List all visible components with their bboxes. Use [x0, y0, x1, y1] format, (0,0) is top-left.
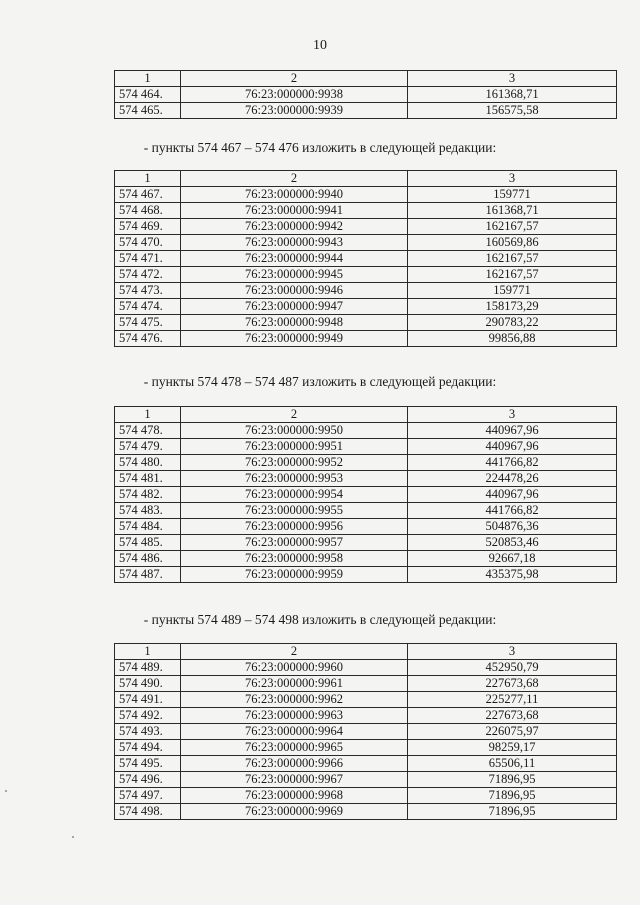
- cadastral-number: 76:23:000000:9941: [181, 203, 408, 219]
- section-caption-3: - пункты 574 478 – 574 487 изложить в следующей редакции:: [143, 374, 497, 389]
- cadastral-value: 71896,95: [408, 772, 617, 788]
- table-row: [115, 772, 617, 788]
- column-header: 3: [408, 644, 617, 660]
- item-number: 574 496.: [115, 772, 181, 788]
- cadastral-table-2: [114, 170, 617, 347]
- item-number: 574 476.: [115, 331, 181, 347]
- table-row: [115, 315, 617, 331]
- table-row: [115, 724, 617, 740]
- cadastral-number: 76:23:000000:9957: [181, 535, 408, 551]
- cadastral-value: 159771: [408, 187, 617, 203]
- column-header: 3: [408, 171, 617, 187]
- table-row: [115, 423, 617, 439]
- cadastral-value: 440967,96: [408, 439, 617, 455]
- table-row: [115, 299, 617, 315]
- cadastral-value: 162167,57: [408, 251, 617, 267]
- table-row: [115, 331, 617, 347]
- table-row: [115, 187, 617, 203]
- section-caption-4: - пункты 574 489 – 574 498 изложить в следующей редакции:: [143, 612, 497, 627]
- table-row: [115, 203, 617, 219]
- item-number: 574 472.: [115, 267, 181, 283]
- cadastral-number: 76:23:000000:9968: [181, 788, 408, 804]
- page-number: 10: [313, 38, 327, 53]
- cadastral-value: 156575,58: [408, 103, 617, 119]
- item-number: 574 493.: [115, 724, 181, 740]
- cadastral-value: 160569,86: [408, 235, 617, 251]
- item-number: 574 484.: [115, 519, 181, 535]
- table-row: [115, 660, 617, 676]
- cadastral-value: 452950,79: [408, 660, 617, 676]
- cadastral-number: 76:23:000000:9969: [181, 804, 408, 820]
- cadastral-table-1: [114, 70, 617, 119]
- item-number: 574 469.: [115, 219, 181, 235]
- cadastral-number: 76:23:000000:9958: [181, 551, 408, 567]
- table-row: [115, 708, 617, 724]
- item-number: 574 464.: [115, 87, 181, 103]
- cadastral-number: 76:23:000000:9950: [181, 423, 408, 439]
- cadastral-number: 76:23:000000:9943: [181, 235, 408, 251]
- section-caption-2: - пункты 574 467 – 574 476 изложить в следующей редакции:: [143, 140, 497, 155]
- cadastral-value: 441766,82: [408, 503, 617, 519]
- table-row: [115, 487, 617, 503]
- item-number: 574 498.: [115, 804, 181, 820]
- table-row: [115, 455, 617, 471]
- item-number: 574 474.: [115, 299, 181, 315]
- table-header-row: [115, 407, 617, 423]
- column-header: 2: [181, 171, 408, 187]
- column-header: 2: [181, 644, 408, 660]
- cadastral-number: 76:23:000000:9953: [181, 471, 408, 487]
- cadastral-number: 76:23:000000:9951: [181, 439, 408, 455]
- cadastral-number: 76:23:000000:9947: [181, 299, 408, 315]
- cadastral-number: 76:23:000000:9962: [181, 692, 408, 708]
- cadastral-number: 76:23:000000:9942: [181, 219, 408, 235]
- cadastral-value: 71896,95: [408, 804, 617, 820]
- column-header: 3: [408, 407, 617, 423]
- cadastral-value: 435375,98: [408, 567, 617, 583]
- item-number: 574 491.: [115, 692, 181, 708]
- cadastral-value: 161368,71: [408, 87, 617, 103]
- item-number: 574 489.: [115, 660, 181, 676]
- column-header: 1: [115, 644, 181, 660]
- cadastral-number: 76:23:000000:9948: [181, 315, 408, 331]
- cadastral-value: 520853,46: [408, 535, 617, 551]
- table-row: [115, 235, 617, 251]
- cadastral-number: 76:23:000000:9966: [181, 756, 408, 772]
- cadastral-number: 76:23:000000:9963: [181, 708, 408, 724]
- item-number: 574 482.: [115, 487, 181, 503]
- cadastral-number: 76:23:000000:9959: [181, 567, 408, 583]
- cadastral-value: 159771: [408, 283, 617, 299]
- scan-speck: [5, 790, 7, 792]
- cadastral-value: 504876,36: [408, 519, 617, 535]
- cadastral-number: 76:23:000000:9939: [181, 103, 408, 119]
- cadastral-value: 98259,17: [408, 740, 617, 756]
- cadastral-value: 290783,22: [408, 315, 617, 331]
- table-row: [115, 251, 617, 267]
- cadastral-number: 76:23:000000:9940: [181, 187, 408, 203]
- scan-speck: [72, 836, 74, 838]
- cadastral-value: 99856,88: [408, 331, 617, 347]
- cadastral-number: 76:23:000000:9938: [181, 87, 408, 103]
- table-row: [115, 471, 617, 487]
- cadastral-number: 76:23:000000:9952: [181, 455, 408, 471]
- item-number: 574 485.: [115, 535, 181, 551]
- table-header-row: [115, 71, 617, 87]
- cadastral-value: 224478,26: [408, 471, 617, 487]
- cadastral-value: 162167,57: [408, 267, 617, 283]
- cadastral-value: 440967,96: [408, 423, 617, 439]
- table-row: [115, 219, 617, 235]
- table-row: [115, 87, 617, 103]
- cadastral-number: 76:23:000000:9965: [181, 740, 408, 756]
- item-number: 574 483.: [115, 503, 181, 519]
- cadastral-number: 76:23:000000:9944: [181, 251, 408, 267]
- item-number: 574 467.: [115, 187, 181, 203]
- cadastral-number: 76:23:000000:9967: [181, 772, 408, 788]
- item-number: 574 468.: [115, 203, 181, 219]
- cadastral-number: 76:23:000000:9956: [181, 519, 408, 535]
- table-row: [115, 567, 617, 583]
- cadastral-value: 92667,18: [408, 551, 617, 567]
- column-header: 3: [408, 71, 617, 87]
- item-number: 574 487.: [115, 567, 181, 583]
- table-row: [115, 551, 617, 567]
- cadastral-value: 227673,68: [408, 676, 617, 692]
- item-number: 574 478.: [115, 423, 181, 439]
- column-header: 2: [181, 71, 408, 87]
- cadastral-table-3: [114, 406, 617, 583]
- table-row: [115, 439, 617, 455]
- item-number: 574 473.: [115, 283, 181, 299]
- cadastral-value: 440967,96: [408, 487, 617, 503]
- cadastral-value: 225277,11: [408, 692, 617, 708]
- cadastral-value: 161368,71: [408, 203, 617, 219]
- cadastral-value: 227673,68: [408, 708, 617, 724]
- item-number: 574 480.: [115, 455, 181, 471]
- table-row: [115, 692, 617, 708]
- cadastral-value: 71896,95: [408, 788, 617, 804]
- item-number: 574 490.: [115, 676, 181, 692]
- column-header: 2: [181, 407, 408, 423]
- table-row: [115, 283, 617, 299]
- cadastral-number: 76:23:000000:9964: [181, 724, 408, 740]
- cadastral-value: 65506,11: [408, 756, 617, 772]
- item-number: 574 471.: [115, 251, 181, 267]
- column-header: 1: [115, 407, 181, 423]
- cadastral-value: 158173,29: [408, 299, 617, 315]
- cadastral-number: 76:23:000000:9961: [181, 676, 408, 692]
- cadastral-number: 76:23:000000:9955: [181, 503, 408, 519]
- cadastral-number: 76:23:000000:9946: [181, 283, 408, 299]
- item-number: 574 479.: [115, 439, 181, 455]
- cadastral-number: 76:23:000000:9949: [181, 331, 408, 347]
- table-header-row: [115, 171, 617, 187]
- table-row: [115, 103, 617, 119]
- cadastral-value: 441766,82: [408, 455, 617, 471]
- item-number: 574 481.: [115, 471, 181, 487]
- item-number: 574 470.: [115, 235, 181, 251]
- table-row: [115, 676, 617, 692]
- cadastral-number: 76:23:000000:9960: [181, 660, 408, 676]
- item-number: 574 494.: [115, 740, 181, 756]
- table-row: [115, 519, 617, 535]
- cadastral-value: 226075,97: [408, 724, 617, 740]
- table-row: [115, 535, 617, 551]
- table-row: [115, 756, 617, 772]
- column-header: 1: [115, 71, 181, 87]
- cadastral-table-4: [114, 643, 617, 820]
- item-number: 574 486.: [115, 551, 181, 567]
- table-row: [115, 740, 617, 756]
- item-number: 574 475.: [115, 315, 181, 331]
- cadastral-number: 76:23:000000:9945: [181, 267, 408, 283]
- cadastral-value: 162167,57: [408, 219, 617, 235]
- item-number: 574 495.: [115, 756, 181, 772]
- table-header-row: [115, 644, 617, 660]
- item-number: 574 465.: [115, 103, 181, 119]
- table-row: [115, 503, 617, 519]
- item-number: 574 497.: [115, 788, 181, 804]
- table-row: [115, 788, 617, 804]
- cadastral-number: 76:23:000000:9954: [181, 487, 408, 503]
- item-number: 574 492.: [115, 708, 181, 724]
- table-row: [115, 267, 617, 283]
- table-row: [115, 804, 617, 820]
- column-header: 1: [115, 171, 181, 187]
